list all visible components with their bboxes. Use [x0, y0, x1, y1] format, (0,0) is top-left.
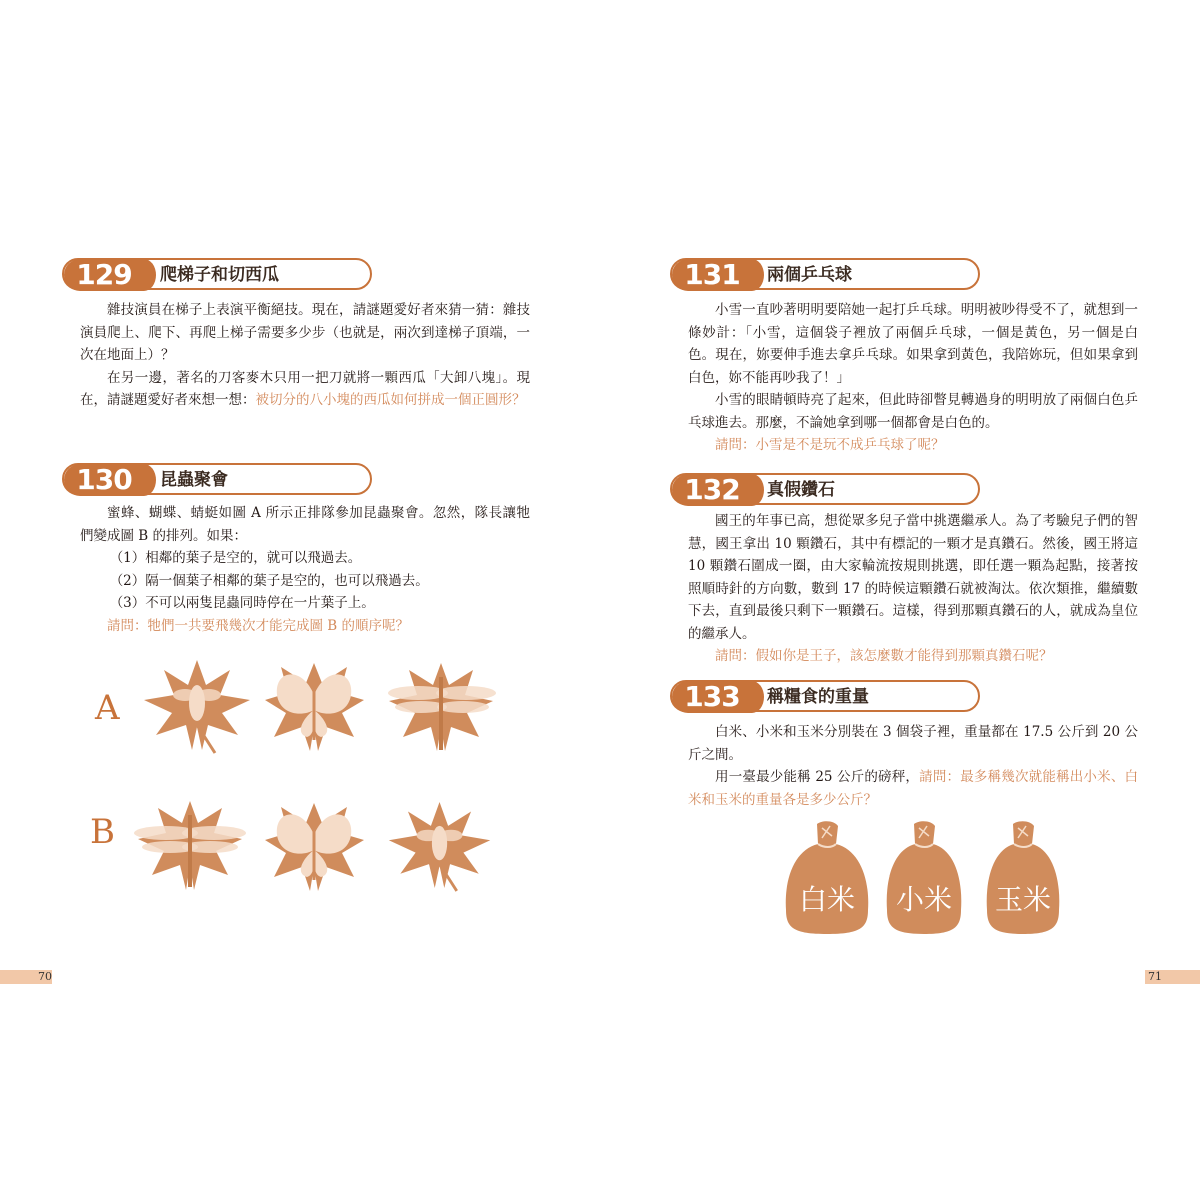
figure-label-b: B [90, 812, 115, 852]
puzzle-title: 稱糧食的重量 [767, 687, 869, 707]
bag-label: 白米 [798, 883, 855, 916]
page-number: 70 [38, 970, 52, 983]
leaf-bee-a [140, 655, 255, 755]
paragraph: 小雪一直吵著明明要陪她一起打乒乓球。明明被吵得受不了，就想到一條妙計：「小雪，這個袋子裡放了兩個乒乓球，一個是黃色，另一個是白色。現在，妳要伸手進去拿乒乓球。如果拿到黃色，我陪妳玩，但如果拿到白色，妳不能再吵我了！」 [688, 302, 1138, 386]
question-text: 請問：假如你是王子，該怎麼數才能得到那顆真鑽石呢？ [715, 648, 1053, 664]
bag-millet [883, 820, 965, 938]
question-text: 被切分的八小塊的西瓜如何拼成一個正圓形？ [255, 392, 526, 408]
puzzle-number: 133 [672, 681, 752, 713]
paragraph [688, 766, 1138, 811]
question-text: 請問：最多稱幾次就能稱出小米、白米和玉米的重量各是多少公斤？ [688, 769, 1139, 808]
puzzle-129-body [80, 299, 530, 412]
puzzle-number: 129 [64, 259, 144, 291]
leaf-butterfly-b [262, 795, 367, 895]
paragraph: 蜜蜂、蝴蝶、蜻蜓如圖 A 所示正排隊參加昆蟲聚會。忽然，隊長讓牠們變成圖 B 的排列。如果： [80, 505, 530, 544]
puzzle-130-header [0, 463, 600, 499]
puzzle-title: 兩個乒乓球 [767, 265, 852, 285]
puzzle-132-header [609, 473, 1009, 509]
puzzle-title: 昆蟲聚會 [160, 470, 228, 490]
rule-item: （3）不可以兩隻昆蟲同時停在一片葉子上。 [109, 595, 375, 611]
page-number-bar [1145, 970, 1200, 984]
leaf-dragonfly-b [130, 795, 250, 895]
right-page [600, 0, 1200, 1200]
rule-item: （2）隔一個葉子相鄰的葉子是空的，也可以飛過去。 [109, 572, 429, 589]
figure-label-a: A [95, 688, 120, 728]
bag-corn [983, 820, 1063, 938]
puzzle-132-body [688, 510, 1138, 668]
puzzle-number: 130 [64, 464, 144, 496]
bag-label: 玉米 [994, 883, 1051, 916]
rule-item: （1）相鄰的葉子是空的，就可以飛過去。 [109, 550, 362, 566]
puzzle-number: 132 [672, 474, 752, 506]
leaf-butterfly-a [262, 655, 367, 755]
page-number-bar [0, 970, 52, 984]
paragraph: 小雪的眼睛頓時亮了起來，但此時卻瞥見轉過身的明明放了兩個白色乒乓球進去。那麼，不論她拿到哪一個都會是白色的。 [688, 392, 1138, 431]
puzzle-130-body [80, 502, 530, 637]
leaf-bee-b [385, 795, 495, 895]
puzzle-title: 爬梯子和切西瓜 [160, 265, 279, 285]
puzzle-131-body [688, 299, 1138, 457]
puzzle-133-body [688, 721, 1138, 811]
bag-label: 小米 [895, 883, 952, 916]
puzzle-number: 131 [672, 259, 752, 291]
paragraph [80, 367, 530, 412]
question-text: 請問：牠們一共要飛幾次才能完成圖 B 的順序呢？ [107, 617, 410, 634]
page-number: 71 [1148, 970, 1162, 983]
paragraph: 國王的年事已高，想從眾多兒子當中挑選繼承人。為了考驗兒子們的智慧，國王拿出 10 顆鑽石，其中有標記的一顆才是真鑽石。然後，國王將這 10 顆鑽石圍成一圈，由大家輪流按規則挑選，即任選一顆為起點，接著按照順時針的方向數，數到 17 的時候這顆鑽石就被淘汰。依次類推，繼續數下去，直到最後只剩下一顆鑽石。這樣，得到那顆真鑽石的人，就成為皇位的繼承人。 [688, 513, 1138, 642]
paragraph: 雜技演員在梯子上表演平衡絕技。現在，請謎題愛好者來猜一猜：雜技演員爬上、爬下、再爬上梯子需要多少步（也就是，兩次到達梯子頂端，一次在地面上）？ [80, 302, 530, 363]
paragraph-text: 用一臺最少能稱 25 公斤的磅秤， [715, 769, 920, 785]
bag-white-rice [782, 820, 872, 938]
puzzle-title: 真假鑽石 [767, 480, 835, 500]
leaf-dragonfly-a [383, 655, 503, 755]
puzzle-133-header [609, 680, 1009, 716]
paragraph-text: 在另一邊，著名的刀客麥木只用一把刀就將一顆西瓜「大卸八塊」。現在，請謎題愛好者來想一想： [80, 369, 530, 408]
question-text: 請問：小雪是不是玩不成乒乓球了呢？ [715, 437, 945, 453]
puzzle-131-header [609, 258, 1009, 294]
paragraph: 白米、小米和玉米分別裝在 3 個袋子裡，重量都在 17.5 公斤到 20 公斤之間。 [688, 724, 1138, 763]
puzzle-129-header [0, 258, 600, 294]
